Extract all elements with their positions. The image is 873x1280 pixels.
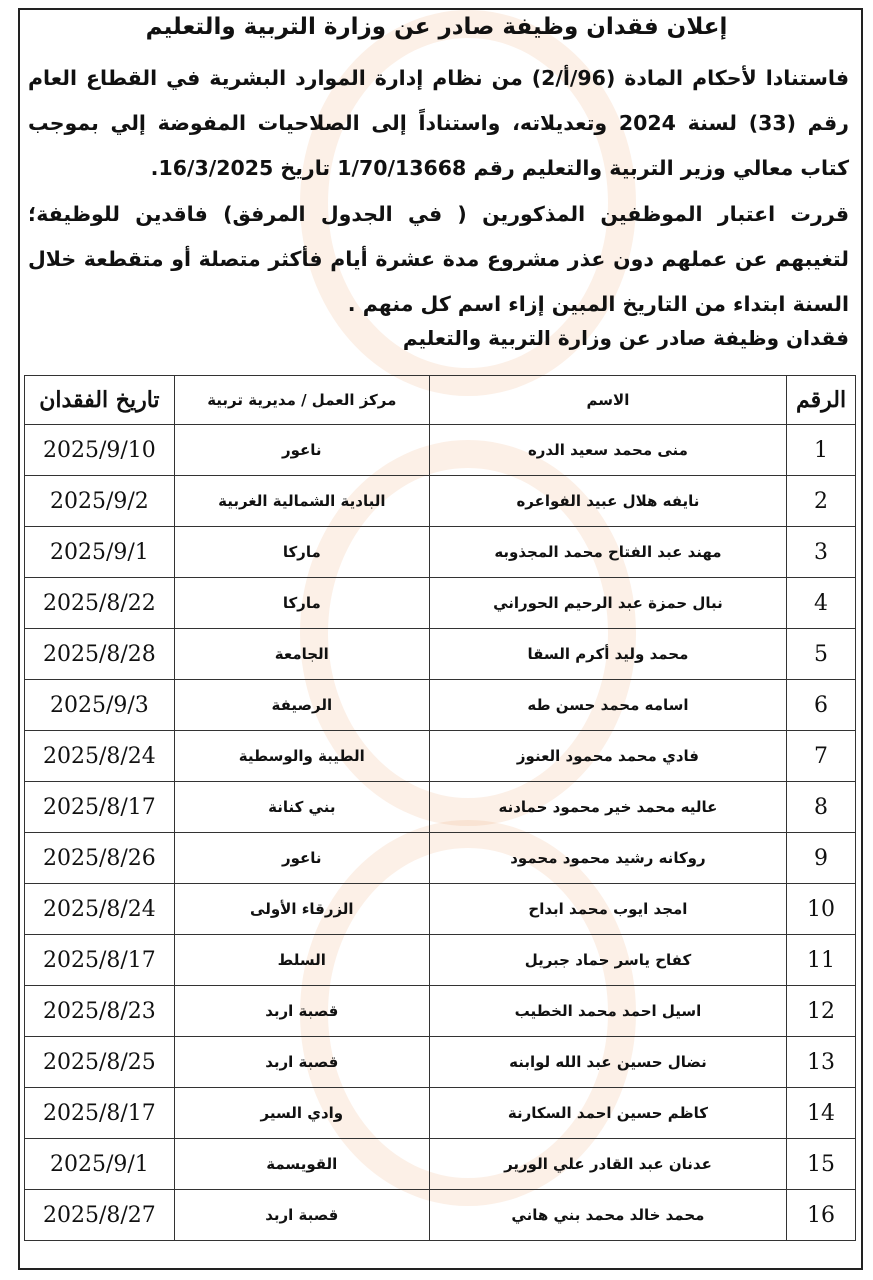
header-number: الرقم: [787, 376, 856, 425]
cell-workplace: الجامعة: [174, 629, 429, 680]
table-row: [25, 782, 856, 833]
cell-workplace: ناعور: [174, 425, 429, 476]
cell-name: اسيل احمد محمد الخطيب: [429, 986, 786, 1037]
table-header-row: [25, 376, 856, 425]
cell-workplace: البادية الشمالية الغربية: [174, 476, 429, 527]
cell-workplace: قصبة اربد: [174, 986, 429, 1037]
cell-name: نضال حسين عبد الله لوابنه: [429, 1037, 786, 1088]
table-row: [25, 935, 856, 986]
cell-number: 7: [787, 731, 856, 782]
cell-number: 10: [787, 884, 856, 935]
cell-workplace: بني كنانة: [174, 782, 429, 833]
cell-name: عاليه محمد خير محمود حمادنه: [429, 782, 786, 833]
cell-workplace: قصبة اربد: [174, 1037, 429, 1088]
table-row: [25, 1139, 856, 1190]
cell-workplace: قصبة اربد: [174, 1190, 429, 1241]
table-row: [25, 629, 856, 680]
table-row: [25, 986, 856, 1037]
table-caption: فقدان وظيفة صادر عن وزارة التربية والتعليم: [402, 326, 849, 350]
cell-name: نبال حمزة عبد الرحيم الحوراني: [429, 578, 786, 629]
cell-number: 14: [787, 1088, 856, 1139]
cell-workplace: الطيبة والوسطية: [174, 731, 429, 782]
cell-name: مهند عبد الفتاح محمد المجذوبه: [429, 527, 786, 578]
cell-date: 2025/8/24: [25, 731, 175, 782]
table-row: [25, 1037, 856, 1088]
cell-number: 9: [787, 833, 856, 884]
cell-workplace: وادي السير: [174, 1088, 429, 1139]
cell-workplace: السلط: [174, 935, 429, 986]
decision-paragraph: قررت اعتبار الموظفين المذكورين ( في الجدول المرفق) فاقدين للوظيفة؛ لتغيبهم عن عملهم دون عذر مشروع مدة عشرة أيام فأكثر متصلة أو متقطعة خلال السنة ابتداء من التاريخ المبين إزاء اسم كل منهم .: [28, 202, 849, 316]
table-row: [25, 680, 856, 731]
cell-date: 2025/8/22: [25, 578, 175, 629]
cell-date: 2025/9/10: [25, 425, 175, 476]
table-row: [25, 833, 856, 884]
header-workplace: مركز العمل / مديرية تربية: [174, 376, 429, 425]
cell-date: 2025/8/25: [25, 1037, 175, 1088]
cell-name: فادي محمد محمود العنوز: [429, 731, 786, 782]
table-row: [25, 476, 856, 527]
cell-date: 2025/9/1: [25, 527, 175, 578]
cell-date: 2025/8/27: [25, 1190, 175, 1241]
cell-date: 2025/9/3: [25, 680, 175, 731]
cell-number: 3: [787, 527, 856, 578]
cell-date: 2025/8/26: [25, 833, 175, 884]
cell-workplace: القويسمة: [174, 1139, 429, 1190]
cell-date: 2025/8/23: [25, 986, 175, 1037]
cell-name: روكانه رشيد محمود محمود: [429, 833, 786, 884]
table-row: [25, 1088, 856, 1139]
cell-workplace: الزرقاء الأولى: [174, 884, 429, 935]
table-row: [25, 578, 856, 629]
cell-name: امجد ايوب محمد ابداح: [429, 884, 786, 935]
cell-number: 13: [787, 1037, 856, 1088]
cell-number: 12: [787, 986, 856, 1037]
cell-workplace: الرصيفة: [174, 680, 429, 731]
legal-basis-paragraph: فاستنادا لأحكام المادة (96/أ/2) من نظام إدارة الموارد البشرية في القطاع العام رقم (33) لسنة 2024 وتعديلاته، واستناداً إلى الصلاحيات المفوضة إلي بموجب كتاب معالي وزير التربية والتعليم رقم 1/70/13668 تاريخ 16/3/2025.: [28, 66, 850, 180]
cell-number: 8: [787, 782, 856, 833]
cell-date: 2025/8/24: [25, 884, 175, 935]
cell-name: نايفه هلال عبيد الفواعره: [429, 476, 786, 527]
cell-name: كفاح ياسر حماد جبريل: [429, 935, 786, 986]
cell-name: منى محمد سعيد الدره: [429, 425, 786, 476]
cell-name: محمد وليد أكرم السقا: [429, 629, 786, 680]
cell-name: محمد خالد محمد بني هاني: [429, 1190, 786, 1241]
cell-name: اسامه محمد حسن طه: [429, 680, 786, 731]
table-row: [25, 884, 856, 935]
header-name: الاسم: [429, 376, 786, 425]
cell-date: 2025/8/17: [25, 935, 175, 986]
cell-date: 2025/9/2: [25, 476, 175, 527]
header-date: تاريخ الفقدان: [25, 376, 175, 425]
cell-date: 2025/8/17: [25, 782, 175, 833]
cell-date: 2025/9/1: [25, 1139, 175, 1190]
cell-number: 16: [787, 1190, 856, 1241]
cell-number: 11: [787, 935, 856, 986]
table-row: [25, 1190, 856, 1241]
cell-number: 6: [787, 680, 856, 731]
cell-date: 2025/8/28: [25, 629, 175, 680]
cell-number: 4: [787, 578, 856, 629]
cell-date: 2025/8/17: [25, 1088, 175, 1139]
cell-number: 2: [787, 476, 856, 527]
employees-table: [24, 375, 856, 1241]
cell-number: 5: [787, 629, 856, 680]
cell-number: 15: [787, 1139, 856, 1190]
cell-name: عدنان عبد القادر علي الورير: [429, 1139, 786, 1190]
table-row: [25, 731, 856, 782]
cell-workplace: ماركا: [174, 527, 429, 578]
announcement-title: إعلان فقدان وظيفة صادر عن وزارة التربية والتعليم: [145, 14, 728, 40]
cell-name: كاظم حسين احمد السكارنة: [429, 1088, 786, 1139]
cell-workplace: ناعور: [174, 833, 429, 884]
table-row: [25, 527, 856, 578]
cell-workplace: ماركا: [174, 578, 429, 629]
table-row: [25, 425, 856, 476]
cell-number: 1: [787, 425, 856, 476]
